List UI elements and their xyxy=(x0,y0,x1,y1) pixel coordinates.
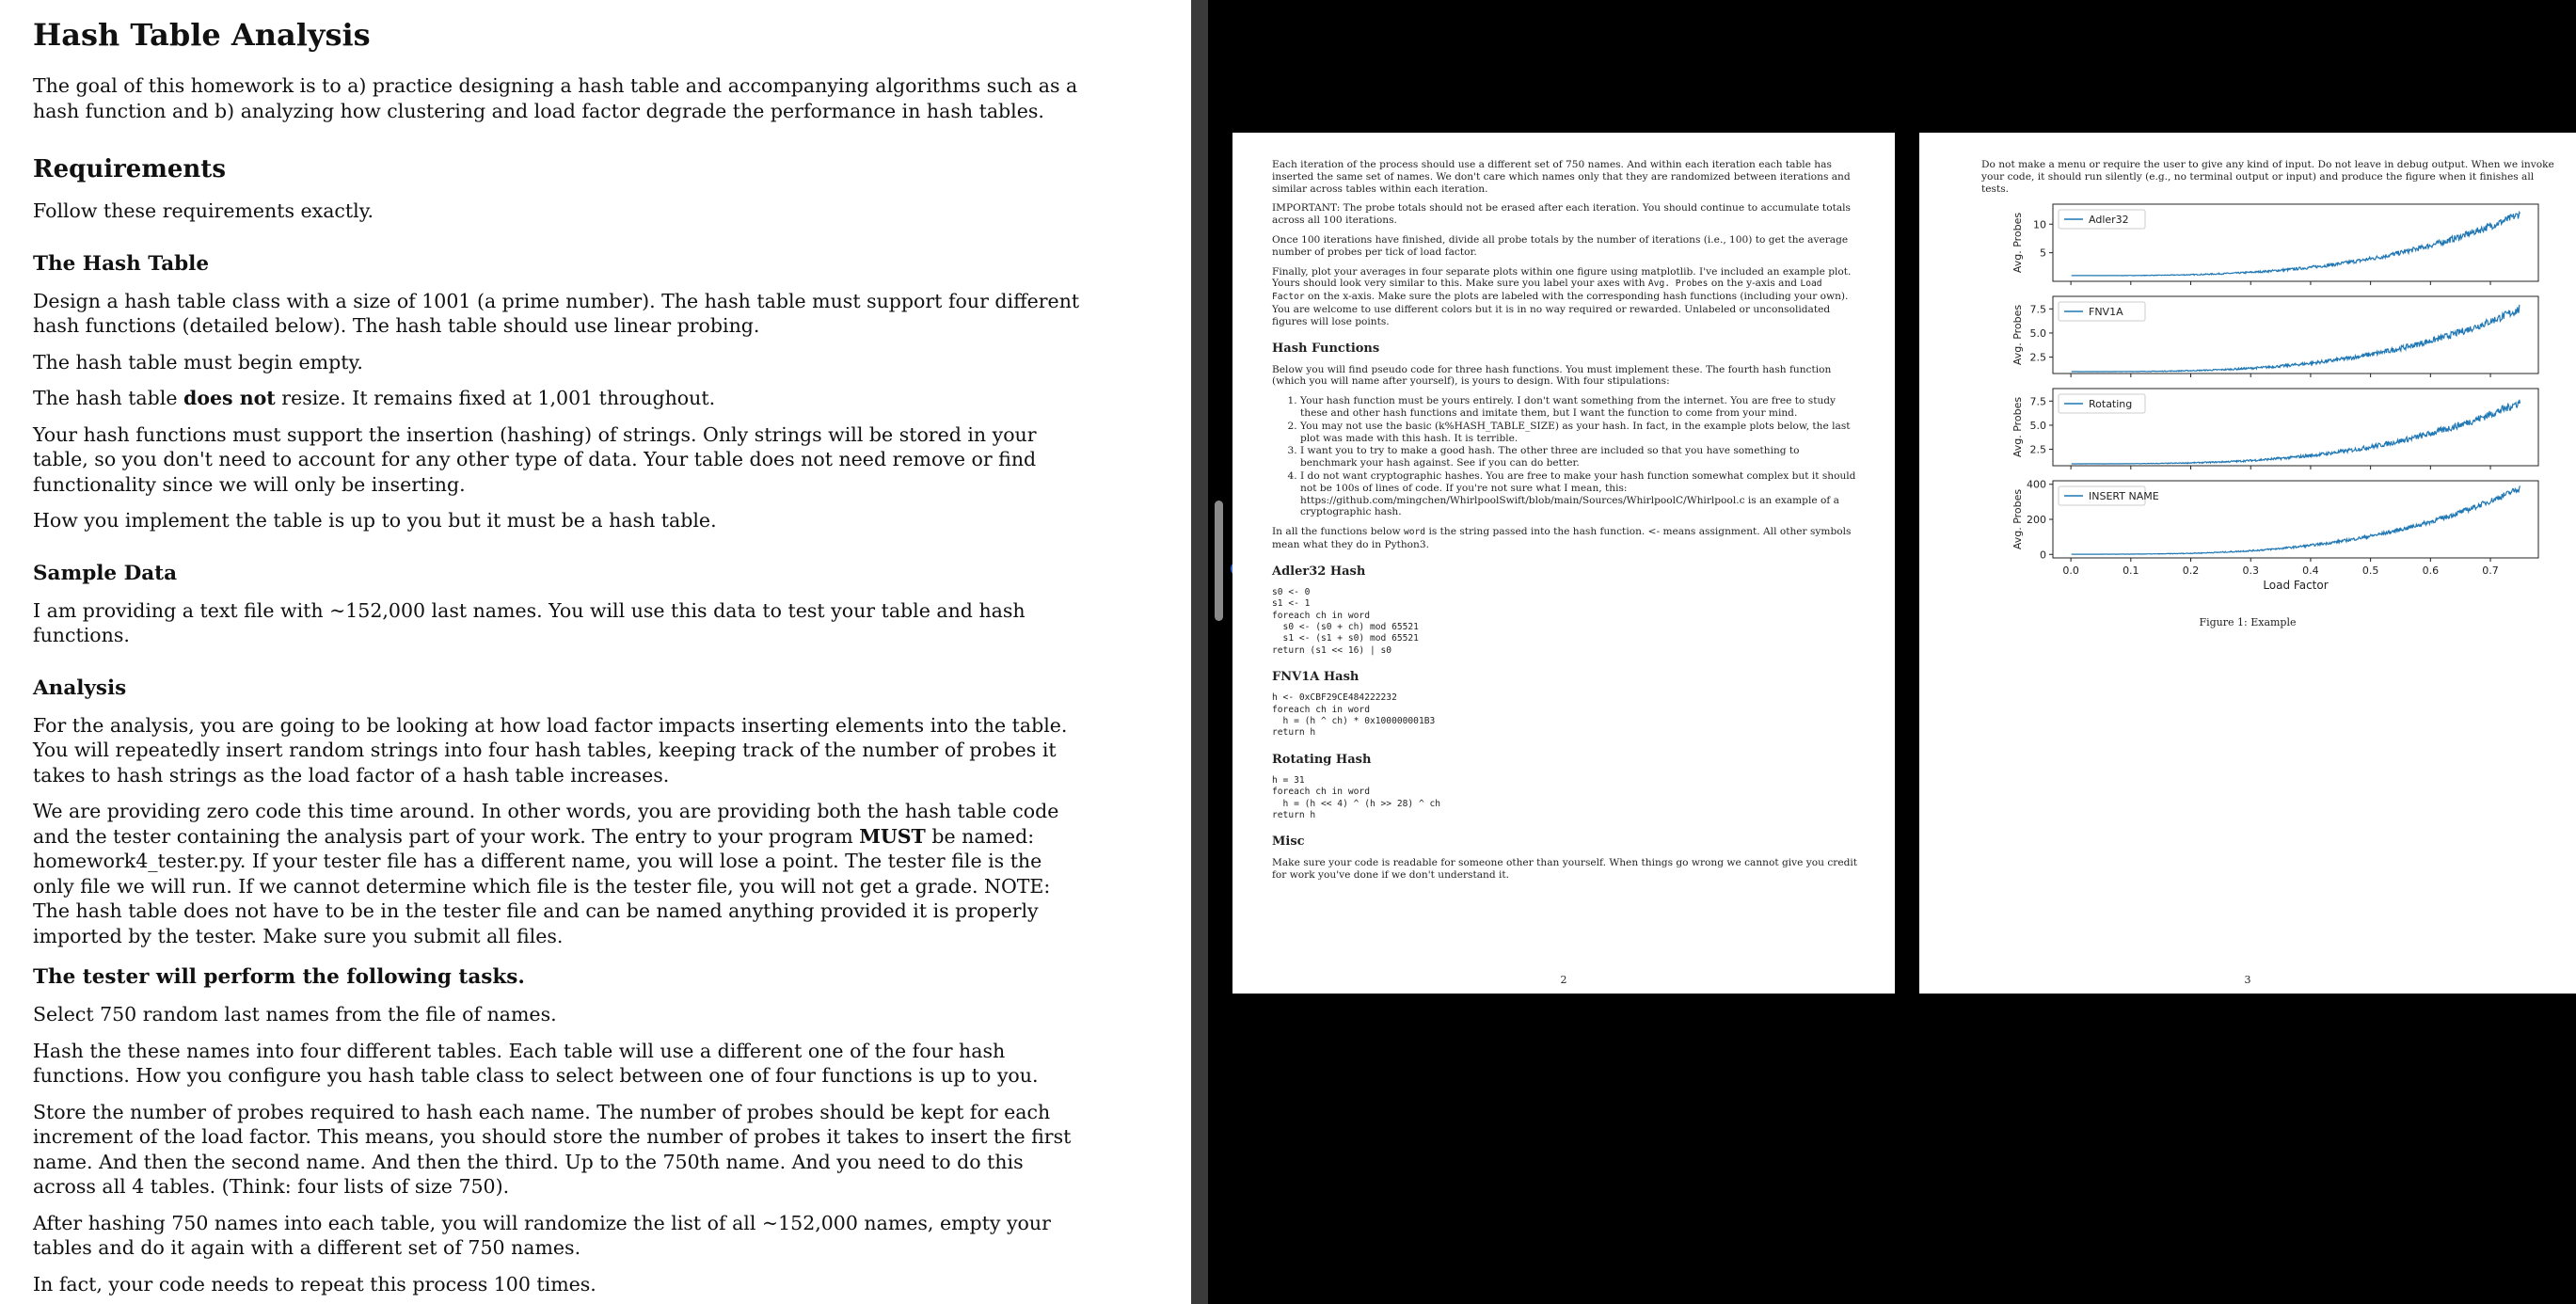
hash-table-paragraph-5: How you implement the table is up to you but it must be a hash table. xyxy=(33,509,717,532)
text-span: In all the functions below xyxy=(1272,526,1404,538)
y-tick-label: 7.5 xyxy=(2029,303,2046,316)
x-axis-label: Load Factor xyxy=(2263,579,2329,592)
inline-code: Load Factor xyxy=(1272,278,1822,303)
tester-paragraph-5: In fact, your code needs to repeat this process 100 times. xyxy=(33,1272,596,1296)
analysis-paragraph-2 xyxy=(33,799,1087,948)
y-axis-label: Avg. Probes xyxy=(2012,488,2024,550)
y-axis-label: Avg. Probes xyxy=(2012,304,2024,366)
y-tick-label: 5.0 xyxy=(2029,419,2046,432)
bold-text: does not xyxy=(183,387,276,409)
y-tick-label: 10 xyxy=(2033,218,2046,231)
example-figure xyxy=(1919,133,2576,622)
page2-paragraph-1: Each iteration of the process should use a different set of 750 names. And within each iteration each table has inserted the same set of names. We don't care which names only that they are randomized between iterations and similar across tables within each iteration. xyxy=(1272,159,1851,195)
pdf-page-2 xyxy=(1232,133,1895,994)
page-title: Hash Table Analysis xyxy=(33,17,371,53)
hash-table-paragraph-3 xyxy=(33,386,1087,411)
misc-heading: Misc xyxy=(1272,835,1305,850)
scrollbar-thumb[interactable] xyxy=(1215,501,1223,621)
rotating-code: h = 31 foreach ch in word h = (h << 4) ^ (h >> 28) ^ ch return h xyxy=(1272,774,1441,820)
page2-paragraph-3: Once 100 iterations have finished, divide all probe totals by the number of iterations (i.e., 100) to get the average number of probes per tick of load factor. xyxy=(1272,233,1849,258)
page2-paragraph-4 xyxy=(1272,266,1859,328)
inline-code: Avg. Probes xyxy=(1647,278,1709,290)
y-tick-label: 2.5 xyxy=(2029,443,2046,456)
text-span: Finally, plot your averages in four separate plots within one figure using matplotlib. I've included an example plot. Yours should look very similar to this. Make sure you label your axes with xyxy=(1272,265,1852,290)
bold-text: MUST xyxy=(859,824,926,848)
text-span: is the string passed into the hash function. <- means assignment. All other symbols mean what they do in Python3. xyxy=(1272,526,1852,550)
page2-paragraph-2: IMPORTANT: The probe totals should not be erased after each iteration. You should continue to accumulate totals across all 100 iterations. xyxy=(1272,202,1851,227)
y-tick-label: 400 xyxy=(2027,478,2046,491)
y-tick-label: 200 xyxy=(2027,514,2046,526)
tester-paragraph-2: Hash the these names into four different tables. Each table will use a different one of the four hash functions. How you configure you hash table class to select between one of four functions is up to you. xyxy=(33,1039,1039,1087)
y-tick-label: 0 xyxy=(2040,549,2046,562)
text-span: be named: homework4_tester.py. If your tester file has a different name, you will lose a point. The tester file is the only file we will run. If we cannot determine which file is the tester file, you will not get a grade. NOTE: The hash table does not have to be in the tester file and can be named anything provided it is properly imported by the tester. Make sure you submit all files. xyxy=(33,824,1051,947)
y-tick-label: 2.5 xyxy=(2029,351,2046,364)
intro-paragraph: The goal of this homework is to a) practice designing a hash table and accompanying algorithms such as a hash function and b) analyzing how clustering and load factor degrade the performance in hash tables. xyxy=(33,74,1078,122)
hash-table-paragraph-1: Design a hash table class with a size of 1001 (a prime number). The hash table must support four different hash functions (detailed below). The hash table should use linear probing. xyxy=(33,289,1080,337)
hash-table-paragraph-2: The hash table must begin empty. xyxy=(33,350,363,374)
x-tick-label: 0.0 xyxy=(2062,565,2079,577)
x-tick-label: 0.7 xyxy=(2482,565,2499,577)
tester-paragraph-3: Store the number of probes required to hash each name. The number of probes should be kept for each increment of the load factor. This means, you should store the number of probes it takes to insert the first name. And then the second name. And then the third. Up to the 750th name. And you need to do this across all 4 tables. (Think: four lists of size 750). xyxy=(33,1100,1072,1198)
x-tick-label: 0.4 xyxy=(2302,565,2319,577)
requirements-heading: Requirements xyxy=(33,155,226,183)
page3-paragraph: Do not make a menu or require the user to give any kind of input. Do not leave in debug output. When we invoke your code, it should run silently (e.g., no terminal output or input) and produce the figure when it finishes all tests. xyxy=(1981,159,2554,195)
text-span: We are providing zero code this time around. In other words, you are providing both the hash table code and the tester containing the analysis part of your work. The entry to your program xyxy=(33,800,1059,848)
functions-note xyxy=(1272,526,1859,551)
fnv1a-heading: FNV1A Hash xyxy=(1272,670,1360,685)
text-span: on the y-axis and xyxy=(1708,278,1801,290)
sample-data-text: I am providing a text file with ~152,000 last names. You will use this data to test your table and hash functions. xyxy=(33,598,1026,646)
x-tick-label: 0.6 xyxy=(2422,565,2440,577)
page-number: 3 xyxy=(2244,974,2251,986)
list-item: 3. I want you to try to make a good hash. The other three are included so that you have something to benchmark your hash against. See if you can do better. xyxy=(1300,445,1859,469)
hash-functions-heading: Hash Functions xyxy=(1272,341,1380,356)
y-tick-label: 7.5 xyxy=(2029,395,2046,408)
text-span: on the x-axis. Make sure the plots are labeled with the corresponding hash functions (including your own). You are welcome to use different colors but it is in no way required or rewarded. Unlabeled or unconsolidated figures will lose points. xyxy=(1272,291,1849,327)
page-number: 2 xyxy=(1560,974,1567,986)
legend-label: Adler32 xyxy=(2089,214,2129,226)
stipulations-list xyxy=(1272,395,1859,518)
y-tick-label: 5.0 xyxy=(2029,326,2046,340)
legend-label: INSERT NAME xyxy=(2089,490,2159,502)
y-axis-label: Avg. Probes xyxy=(2012,396,2024,458)
text-span: The hash table xyxy=(33,387,183,409)
adler32-code: s0 <- 0 s1 <- 1 foreach ch in word s0 <- (s0 + ch) mod 65521 s1 <- (s1 + s0) mod 65521 return (s1 << 16) | s0 xyxy=(1272,586,1419,656)
rotating-heading: Rotating Hash xyxy=(1272,752,1372,767)
document-pane xyxy=(0,0,1191,1304)
hash-functions-intro: Below you will find pseudo code for three hash functions. You must implement these. The fourth hash function (which you will name after yourself), is yours to design. With four stipulations: xyxy=(1272,363,1832,388)
pdf-page-3 xyxy=(1919,133,2576,994)
x-tick-label: 0.5 xyxy=(2361,565,2379,577)
inline-code: word xyxy=(1403,527,1426,538)
requirements-text: Follow these requirements exactly. xyxy=(33,199,374,222)
x-tick-label: 0.2 xyxy=(2182,565,2200,577)
list-item: 2. You may not use the basic (k%HASH_TABLE_SIZE) as your hash. In fact, in the example plots below, the last plot was made with this hash. It is terrible. xyxy=(1300,421,1859,445)
analysis-paragraph-1: For the analysis, you are going to be looking at how load factor impacts inserting elements into the table. You will repeatedly insert random strings into four hash tables, keeping track of the number of probes it takes to hash strings as the load factor of a hash table increases. xyxy=(33,713,1068,787)
analysis-heading: Analysis xyxy=(33,676,127,700)
fnv1a-code: h <- 0xCBF29CE484222232 foreach ch in word h = (h ^ ch) * 0x100000001B3 return h xyxy=(1272,692,1436,739)
tester-paragraph-1: Select 750 random last names from the file of names. xyxy=(33,1003,557,1026)
list-item: 4. I do not want cryptographic hashes. You are free to make your hash function somewhat complex but it should not be 100s of lines of code. If you're not sure what I mean, this: https://github.com/mingchen/WhirlpoolSwift/blob/main/Sources/WhirlpoolC/Whirlpool.c is an example of a cryptographic hash. xyxy=(1300,470,1859,518)
tester-paragraph-4: After hashing 750 names into each table, you will randomize the list of all ~152,000 names, empty your tables and do it again with a different set of 750 names. xyxy=(33,1211,1051,1259)
misc-paragraph: Make sure your code is readable for someone other than yourself. When things go wrong we cannot give you credit for work you've done if we don't understand it. xyxy=(1272,857,1858,882)
pane-divider[interactable] xyxy=(1191,0,1208,1304)
sample-data-heading: Sample Data xyxy=(33,561,178,585)
hash-table-paragraph-4: Your hash functions must support the insertion (hashing) of strings. Only strings will be stored in your table, so you don't need to account for any other type of data. Your table does not need remove or find functionality since we will only be inserting. xyxy=(33,422,1037,496)
x-tick-label: 0.3 xyxy=(2242,565,2259,577)
adler32-heading: Adler32 Hash xyxy=(1272,564,1366,579)
tester-heading: The tester will perform the following tasks. xyxy=(33,965,525,989)
figure-caption: Figure 1: Example xyxy=(2199,616,2297,628)
hash-table-heading: The Hash Table xyxy=(33,251,210,276)
text-span: resize. It remains fixed at 1,001 throughout. xyxy=(275,387,716,409)
x-tick-label: 0.1 xyxy=(2123,565,2139,577)
y-tick-label: 5 xyxy=(2040,246,2046,260)
list-item: 1. Your hash function must be yours entirely. I don't want something from the internet. You are free to study these and other hash functions and imitate them, but I want the function to come from your mind. xyxy=(1300,395,1859,420)
y-axis-label: Avg. Probes xyxy=(2012,212,2024,274)
legend-label: FNV1A xyxy=(2089,306,2123,318)
legend-label: Rotating xyxy=(2089,398,2133,410)
